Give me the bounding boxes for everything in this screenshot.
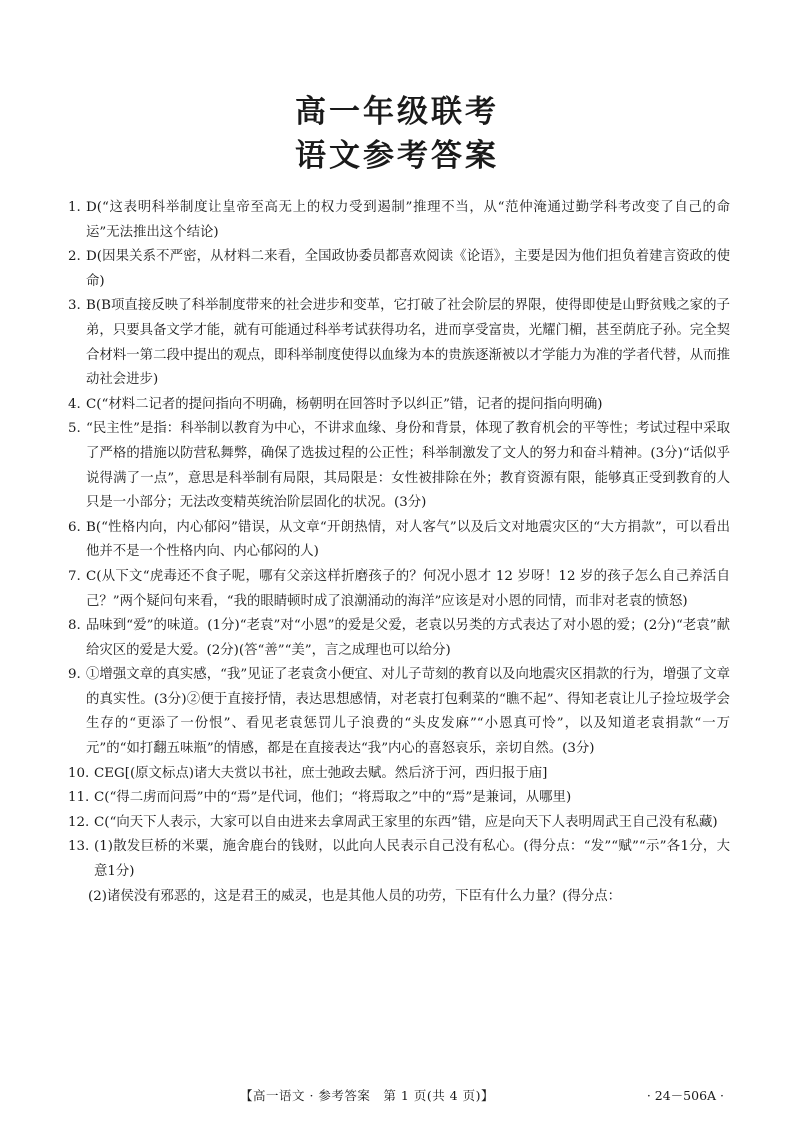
answer-text: 品味到“爱”的味道。(1分)“老袁”对“小恩”的爱是父爱，老袁以另类的方式表达了对小恩的爱；(2分)“老袁”献给灾区的爱是大爱。(2分)(答“善”“美”，言之成理也可以给分)	[86, 618, 730, 658]
answer-item-6	[68, 516, 730, 565]
answer-13-part-2: (2)诸侯没有邪恶的，这是君王的威灵，也是其他人员的功劳，下臣有什么力量？(得分点：	[88, 888, 622, 904]
answer-number: 11.	[68, 790, 90, 806]
answer-text: (1)散发巨桥的米粟，施舍鹿台的钱财，以此向人民表示自己没有私心。(得分点：“发”“赋”“示”各1分，大意1分)	[94, 839, 730, 880]
answer-number: 2.	[68, 249, 81, 265]
answer-text: B(B项直接反映了科举制度带来的社会进步和变革，它打破了社会阶层的界限，使得即使是山野贫贱之家的子弟，只要具备文学才能，就有可能通过科举考试获得功名，进而享受富贵，光耀门楣，甚至荫庇子孙。完全契合材料一第二段中提出的观点，即科举制度使得以血缘为本的贵族逐渐被以才学能力为准的学者代替，从而推动社会进步)	[86, 298, 730, 388]
answer-number: 8.	[68, 618, 81, 634]
answer-item-8	[68, 614, 730, 663]
answer-number: 9.	[68, 667, 81, 683]
answer-text: C(“材料二记者的提问指向不明确，杨朝明在回答时予以纠正”错，记者的提问指向明确)	[86, 396, 603, 412]
answer-text: C(“得二虏而问焉”中的“焉”是代词，他们；“将焉取之”中的“焉”是兼词，从哪里)	[94, 790, 572, 806]
answer-number: 4.	[68, 396, 81, 412]
answer-item-2	[68, 245, 730, 294]
answer-text: D(“这表明科举制度让皇帝至高无上的权力受到遏制”推理不当，从“范仲淹通过勤学科考改变了自己的命运”无法推出这个结论)	[86, 200, 730, 240]
answer-number: 12.	[68, 814, 90, 830]
answer-item-4	[68, 393, 730, 418]
answer-text: B(“性格内向，内心郁闷”错误，从文章“开朗热情，对人客气”以及后文对地震灾区的“大方捐款”，可以看出他并不是一个性格内向、内心郁闷的人)	[86, 519, 730, 560]
answer-item-5	[68, 417, 730, 515]
answer-text: “民主性”是指：科举制以教育为中心，不讲求血缘、身份和背景，体现了教育机会的平等性；考试过程中采取了严格的措施以防营私舞弊，确保了选拔过程的公正性；科举制激发了文人的努力和奋斗精神。(3分)“话似乎说得满了一点”，意思是科举制有局限，其局限是：女性被排除在外；教育资源有限，能够真正受到教育的人只是一小部分；无法改变精英统治阶层固化的状况。(3分)	[86, 421, 730, 511]
answer-number: 7.	[68, 568, 81, 584]
answer-number: 6.	[68, 519, 81, 535]
answer-item-13	[68, 835, 730, 884]
answer-item-12	[68, 811, 730, 836]
footer-page-info: 【高一语文 · 参考答案 第 1 页(共 4 页)】	[240, 1088, 494, 1103]
page-title: 高一年级联考	[295, 94, 499, 130]
answer-number: 1.	[68, 200, 81, 215]
answer-item-3	[68, 294, 730, 392]
answer-number: 10.	[68, 765, 90, 781]
answer-item-9	[68, 663, 730, 761]
answer-text: D(因果关系不严密，从材料二来看，全国政协委员都喜欢阅读《论语》，主要是因为他们担负着建言资政的使命)	[86, 249, 730, 289]
answer-text: C(从下文“虎毒还不食子呢，哪有父亲这样折磨孩子的？何况小恩才 12 岁呀！12 岁的孩子怎么自己养活自己？”两个疑问句来看，“我的眼睛顿时成了浪潮涌动的海洋”应该是对小恩的同情，而非对老袁的愤怒)	[86, 568, 730, 609]
footer-doc-code: · 24－506A ·	[646, 1088, 724, 1103]
answer-item-1	[68, 196, 730, 245]
answer-number: 5.	[68, 421, 81, 437]
answer-text: CEG[(原文标点)诸大夫赏以书社，庶士弛政去赋。然后济于河，西归报于庙]	[94, 765, 548, 781]
answer-item-11	[68, 786, 730, 811]
answer-item-7	[68, 565, 730, 614]
answer-text: C(“向天下人表示，大家可以自由进来去拿周武王家里的东西”错，应是向天下人表明周武王自己没有私藏)	[94, 814, 718, 830]
answer-number: 13.	[68, 839, 90, 855]
answer-number: 3.	[68, 298, 81, 314]
answer-list	[68, 196, 730, 909]
answer-text: ①增强文章的真实感，“我”见证了老袁贪小便宜、对儿子苛刻的教育以及向地震灾区捐款的行为，增强了文章的真实性。(3分)②便于直接抒情，表达思想感情，对老袁打包剩菜的“瞧不起”、得知老袁让儿子捡垃圾学会生存的“更添了一份恨”、看见老袁惩罚儿子浪费的“头皮发麻”“小恩真可怜”，以及知道老袁捐款“一万元”的“如打翻五味瓶”的情感，都是在直接表达“我”内心的喜怒哀乐，亲切自然。(3分)	[86, 667, 730, 757]
answer-item-10	[68, 762, 730, 787]
page-subtitle: 语文参考答案	[295, 138, 499, 174]
